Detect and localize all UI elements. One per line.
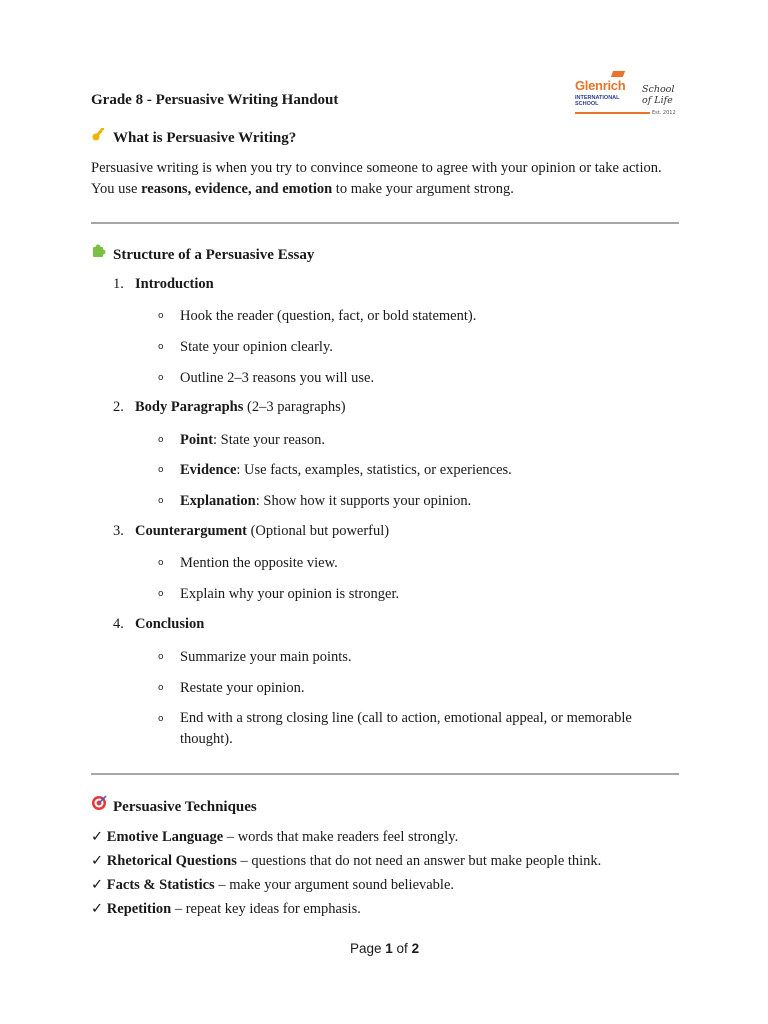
technique-item: ✓ Repetition – repeat key ideas for emphasis. [91, 901, 361, 917]
graduation-cap-icon [611, 71, 625, 77]
list-item-conclusion: Conclusion [135, 616, 205, 632]
bullet-item: End with a strong closing line (call to action, emotional appeal, or memorable thought). [180, 710, 632, 747]
list-item-body-paragraphs: Body Paragraphs (2–3 paragraphs) [135, 399, 346, 415]
bullet-item: Explanation: Show how it supports your opinion. [180, 493, 472, 509]
bullet-item: Summarize your main points. [180, 649, 352, 665]
divider [91, 222, 679, 224]
bullet-item: Explain why your opinion is stronger. [180, 586, 400, 602]
bullet-item: State your opinion clearly. [180, 339, 333, 355]
section-heading-structure: Structure of a Persuasive Essay [91, 243, 314, 264]
intro-paragraph: Persuasive writing is when you try to convince someone to agree with your opinion or take action. You use reasons, evidence, and emotion to make your argument strong. [91, 160, 662, 197]
bullet-item: Restate your opinion. [180, 680, 305, 696]
section-heading-what-is: What is Persuasive Writing? [91, 126, 296, 147]
school-logo: Glenrich INTERNATIONAL SCHOOL School of Life Est. 2012 [572, 68, 682, 120]
bullet-item: Outline 2–3 reasons you will use. [180, 370, 375, 386]
bullet-item: Hook the reader (question, fact, or bold statement). [180, 308, 477, 324]
list-item-counterargument: Counterargument (Optional but powerful) [135, 523, 390, 539]
list-item-introduction: Introduction [135, 276, 214, 292]
technique-item: ✓ Facts & Statistics – make your argument sound believable. [91, 877, 455, 893]
document-title: Grade 8 - Persuasive Writing Handout [91, 92, 339, 108]
target-icon [91, 795, 107, 816]
bullet-item: Point: State your reason. [180, 432, 325, 448]
technique-item: ✓ Emotive Language – words that make readers feel strongly. [91, 829, 459, 845]
puzzle-icon [91, 243, 107, 264]
divider [91, 773, 679, 775]
page-number: Page 1 of 2 [350, 941, 420, 956]
bullet-item: Mention the opposite view. [180, 555, 338, 571]
key-icon [91, 126, 107, 147]
bullet-item: Evidence: Use facts, examples, statistics, or experiences. [180, 462, 512, 478]
section-heading-techniques: Persuasive Techniques [91, 795, 257, 816]
technique-item: ✓ Rhetorical Questions – questions that do not need an answer but make people think. [91, 853, 602, 869]
